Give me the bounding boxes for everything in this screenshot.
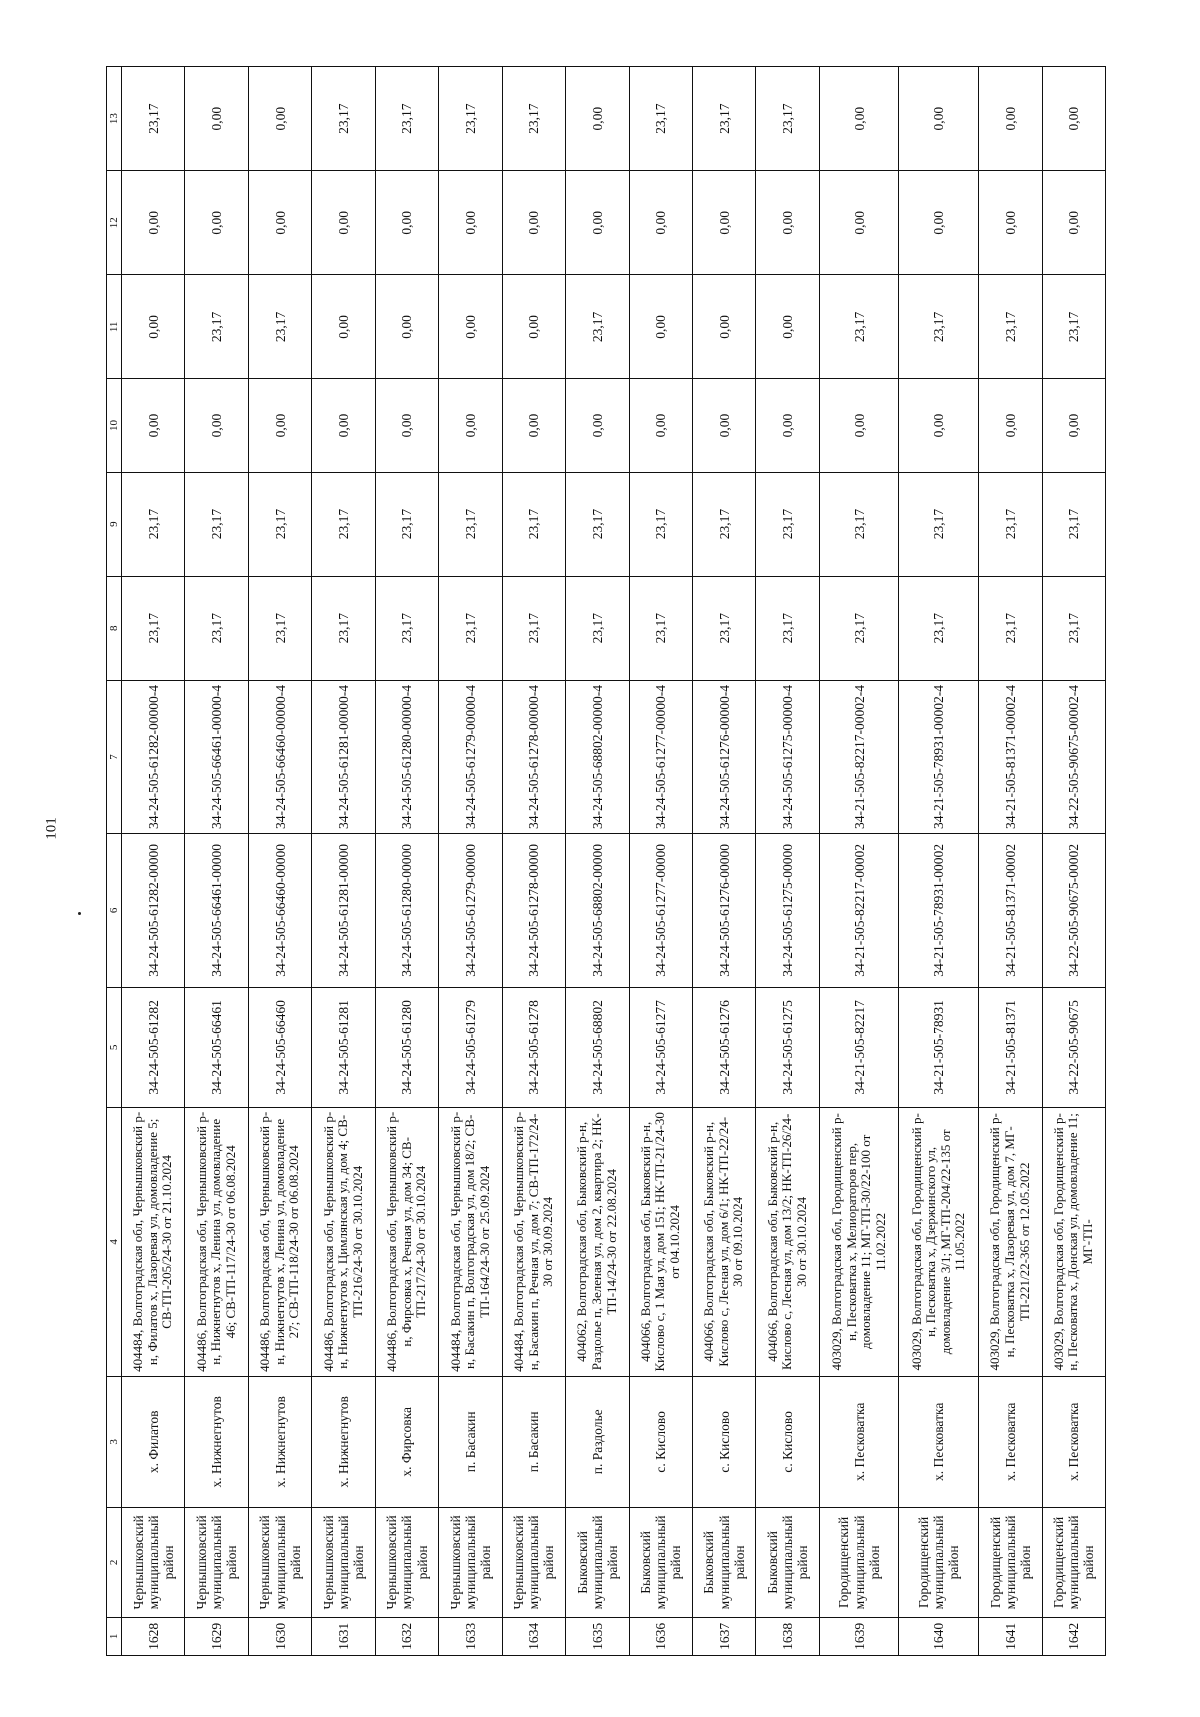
table-cell: 0,00	[502, 379, 565, 472]
table-cell: 34-22-505-90675	[1042, 987, 1105, 1108]
table-cell: 404066, Волгоградская обл, Быковский р-н, Кислово с, 1 Мая ул, дом 151; НК-ТП-21/24-30 от 04.10.2024	[629, 1108, 692, 1376]
table-cell: 1629	[185, 1617, 248, 1655]
column-header: 5	[107, 987, 122, 1108]
table-cell: 0,00	[629, 379, 692, 472]
table-cell: х. Песковатка	[899, 1376, 979, 1508]
column-header: 3	[107, 1376, 122, 1508]
table-cell: 23,17	[819, 576, 899, 680]
table-cell: 23,17	[502, 67, 565, 171]
table-cell: 23,17	[439, 576, 502, 680]
table-cell: 23,17	[439, 472, 502, 576]
table-row	[122, 67, 185, 1656]
table-cell: 0,00	[692, 171, 755, 275]
table-cell: 34-24-505-68802-00000-4	[566, 680, 629, 833]
table-cell: 23,17	[122, 472, 185, 576]
table-cell: 23,17	[566, 275, 629, 379]
table-cell: 404062, Волгоградская обл, Быковский р-н, Раздолье п, Зеленая ул, дом 2, квартира 2; НК-ТП-14/24-30 от 22.08.2024	[566, 1108, 629, 1376]
table-cell: 0,00	[375, 379, 438, 472]
table-cell: 0,00	[899, 379, 979, 472]
table-cell: 23,17	[312, 472, 375, 576]
table-row	[979, 67, 1042, 1656]
table-cell: 404486, Волгоградская обл, Чернышковский р-н, Нижнегнутов х, Ленина ул, домовладение 46; СВ-ТП-117/24-30 от 06.08.2024	[185, 1108, 248, 1376]
table-cell: 0,00	[439, 275, 502, 379]
table-cell: 23,17	[312, 67, 375, 171]
page-mark	[78, 912, 81, 915]
table-cell: х. Песковатка	[979, 1376, 1042, 1508]
table-cell: 404484, Волгоградская обл, Чернышковский р-н, Басакин п, Волгоградская ул, дом 18/2; СВ-ТП-164/24-30 от 25.09.2024	[439, 1108, 502, 1376]
table-cell: 34-24-505-66461-00000	[185, 834, 248, 987]
column-header: 6	[107, 834, 122, 987]
table-cell: 23,17	[248, 472, 311, 576]
table-cell: 0,00	[692, 379, 755, 472]
table-cell: 0,00	[122, 171, 185, 275]
table-cell: 0,00	[692, 275, 755, 379]
table-row	[819, 67, 899, 1656]
table-cell: Городищенский муниципальный район	[819, 1508, 899, 1618]
table-row	[629, 67, 692, 1656]
table-cell: 23,17	[692, 576, 755, 680]
table-cell: 23,17	[756, 472, 819, 576]
table-cell: 0,00	[819, 171, 899, 275]
table-cell: 34-21-505-78931-00002-4	[899, 680, 979, 833]
table-cell: 23,17	[375, 67, 438, 171]
table-cell: 23,17	[899, 576, 979, 680]
table-cell: 404066, Волгоградская обл, Быковский р-н, Кислово с, Лесная ул, дом 6/1; НК-ТП-22/24-30 от 09.10.2024	[692, 1108, 755, 1376]
table-cell: 23,17	[1042, 275, 1105, 379]
table-cell: Чернышковский муниципальный район	[185, 1508, 248, 1618]
table-cell: 34-24-505-61277-00000	[629, 834, 692, 987]
table-cell: 404486, Волгоградская обл, Чернышковский р-н, Фирсовка х, Речная ул, дом 34; СВ-ТП-217/24-30 от 30.10.2024	[375, 1108, 438, 1376]
table-cell: 0,00	[185, 171, 248, 275]
data-table	[106, 66, 1106, 1656]
table-cell: 404066, Волгоградская обл, Быковский р-н, Кислово с, Лесная ул, дом 13/2; НК-ТП-26/24-30 от 30.10.2024	[756, 1108, 819, 1376]
table-cell: 404484, Волгоградская обл, Чернышковский р-н, Басакин п, Речная ул, дом 7; СВ-ТП-172/24-30 от 30.09.2024	[502, 1108, 565, 1376]
table-cell: 1636	[629, 1617, 692, 1655]
table-cell: 0,00	[312, 171, 375, 275]
table-cell: 404486, Волгоградская обл, Чернышковский р-н, Нижнегнутов х, Ленина ул, домовладение 27; СВ-ТП-118/24-30 от 06.08.2024	[248, 1108, 311, 1376]
table-cell: 34-24-505-61279-00000-4	[439, 680, 502, 833]
table-cell: 34-24-505-66460-00000-4	[248, 680, 311, 833]
table-cell: 23,17	[248, 576, 311, 680]
table-cell: 1632	[375, 1617, 438, 1655]
table-cell: 1638	[756, 1617, 819, 1655]
table-cell: п. Басакин	[439, 1376, 502, 1508]
table-cell: Чернышковский муниципальный район	[122, 1508, 185, 1618]
column-header: 4	[107, 1108, 122, 1376]
column-header: 13	[107, 67, 122, 171]
table-cell: х. Песковатка	[1042, 1376, 1105, 1508]
table-cell: 23,17	[629, 472, 692, 576]
table-cell: 23,17	[629, 67, 692, 171]
table-row	[756, 67, 819, 1656]
table-cell: Городищенский муниципальный район	[1042, 1508, 1105, 1618]
table-cell: 23,17	[756, 67, 819, 171]
table-cell: 34-24-505-61276	[692, 987, 755, 1108]
table-row	[566, 67, 629, 1656]
page-number: 101	[43, 817, 60, 840]
table-cell: с. Кислово	[692, 1376, 755, 1508]
table-cell: 0,00	[185, 379, 248, 472]
table-cell: 23,17	[439, 67, 502, 171]
table-row	[375, 67, 438, 1656]
table-cell: 23,17	[819, 275, 899, 379]
table-cell: 34-24-505-61281-00000-4	[312, 680, 375, 833]
table-cell: Быковский муниципальный район	[629, 1508, 692, 1618]
table-row	[312, 67, 375, 1656]
table-cell: 34-21-505-81371	[979, 987, 1042, 1108]
table-cell: 0,00	[756, 171, 819, 275]
table-cell: 34-24-505-66461	[185, 987, 248, 1108]
table-cell: 404484, Волгоградская обл, Чернышковский р-н, Филатов х, Лазоревая ул, домовладение 5; СВ-ТП-205/24-30 от 21.10.2024	[122, 1108, 185, 1376]
table-cell: х. Филатов	[122, 1376, 185, 1508]
table-cell: 0,00	[1042, 67, 1105, 171]
table-cell: 1634	[502, 1617, 565, 1655]
table-cell: Чернышковский муниципальный район	[502, 1508, 565, 1618]
table-cell: 0,00	[566, 379, 629, 472]
table-cell: 403029, Волгоградская обл, Городищенский р-н, Песковатка х, Мелиораторов пер, домовладение 11; МГ-ТП-30/22-100 от 11.02.2022	[819, 1108, 899, 1376]
table-cell: Городищенский муниципальный район	[899, 1508, 979, 1618]
table-cell: 0,00	[375, 171, 438, 275]
table-cell: 1633	[439, 1617, 502, 1655]
table-cell: 23,17	[899, 275, 979, 379]
table-cell: 1631	[312, 1617, 375, 1655]
table-cell: 34-24-505-61282-00000-4	[122, 680, 185, 833]
table-cell: 34-21-505-82217	[819, 987, 899, 1108]
table-cell: 23,17	[692, 67, 755, 171]
column-header: 11	[107, 275, 122, 379]
table-cell: 23,17	[629, 576, 692, 680]
table-cell: 34-24-505-61276-00000-4	[692, 680, 755, 833]
table-cell: 23,17	[756, 576, 819, 680]
table-cell: 0,00	[375, 275, 438, 379]
table-cell: 34-22-505-90675-00002-4	[1042, 680, 1105, 833]
table-cell: 1635	[566, 1617, 629, 1655]
table-cell: Чернышковский муниципальный район	[375, 1508, 438, 1618]
table-row	[1042, 67, 1105, 1656]
table-cell: 0,00	[248, 379, 311, 472]
table-cell: 34-24-505-61275	[756, 987, 819, 1108]
table-cell: Чернышковский муниципальный район	[439, 1508, 502, 1618]
table-cell: 23,17	[122, 576, 185, 680]
table-cell: 1628	[122, 1617, 185, 1655]
table-cell: 34-24-505-61277-00000-4	[629, 680, 692, 833]
table-cell: 23,17	[375, 472, 438, 576]
column-header: 12	[107, 171, 122, 275]
table-cell: 0,00	[979, 67, 1042, 171]
table-cell: 0,00	[502, 171, 565, 275]
table-cell: 1641	[979, 1617, 1042, 1655]
table-cell: 34-24-505-61282	[122, 987, 185, 1108]
table-cell: 23,17	[979, 472, 1042, 576]
table-cell: 34-24-505-66460-00000	[248, 834, 311, 987]
table-cell: с. Кислово	[756, 1376, 819, 1508]
table-cell: 0,00	[439, 171, 502, 275]
table-cell: х. Нижнегнутов	[185, 1376, 248, 1508]
table-cell: 23,17	[122, 67, 185, 171]
table-cell: х. Нижнегнутов	[248, 1376, 311, 1508]
table-cell: 0,00	[248, 171, 311, 275]
table-cell: 34-24-505-66460	[248, 987, 311, 1108]
table-cell: Городищенский муниципальный район	[979, 1508, 1042, 1618]
table-cell: 0,00	[312, 275, 375, 379]
table-cell: 23,17	[185, 576, 248, 680]
table-cell: 34-22-505-90675-00002	[1042, 834, 1105, 987]
table-cell: Чернышковский муниципальный район	[312, 1508, 375, 1618]
table-cell: 0,00	[899, 171, 979, 275]
table-cell: х. Фирсовка	[375, 1376, 438, 1508]
table-cell: 23,17	[185, 275, 248, 379]
column-header: 7	[107, 680, 122, 833]
table-cell: Быковский муниципальный район	[756, 1508, 819, 1618]
table-cell: 34-24-505-61278-00000-4	[502, 680, 565, 833]
table-cell: 34-24-505-61277	[629, 987, 692, 1108]
table-cell: 0,00	[756, 379, 819, 472]
table-cell: 34-24-505-61279-00000	[439, 834, 502, 987]
table-cell: п. Раздолье	[566, 1376, 629, 1508]
table-cell: 34-24-505-61275-00000	[756, 834, 819, 987]
table-cell: х. Нижнегнутов	[312, 1376, 375, 1508]
table-cell: Быковский муниципальный район	[692, 1508, 755, 1618]
table-cell: 23,17	[979, 275, 1042, 379]
column-header: 2	[107, 1508, 122, 1618]
table-cell: 0,00	[1042, 171, 1105, 275]
table-cell: 0,00	[1042, 379, 1105, 472]
rotated-table-container	[106, 66, 1106, 1656]
table-cell: 23,17	[1042, 576, 1105, 680]
table-cell: 23,17	[502, 576, 565, 680]
column-header: 1	[107, 1617, 122, 1655]
table-row	[185, 67, 248, 1656]
column-header: 8	[107, 576, 122, 680]
table-cell: 34-21-505-81371-00002	[979, 834, 1042, 987]
table-cell: 34-21-505-82217-00002-4	[819, 680, 899, 833]
table-cell: 34-24-505-61281-00000	[312, 834, 375, 987]
table-cell: 0,00	[756, 275, 819, 379]
table-cell: 34-24-505-61278-00000	[502, 834, 565, 987]
table-cell: 0,00	[979, 171, 1042, 275]
table-cell: 0,00	[979, 379, 1042, 472]
table-cell: 23,17	[312, 576, 375, 680]
table-cell: 0,00	[185, 67, 248, 171]
table-cell: 1642	[1042, 1617, 1105, 1655]
table-cell: 0,00	[248, 67, 311, 171]
table-cell: 34-24-505-61280-00000-4	[375, 680, 438, 833]
table-cell: 0,00	[122, 275, 185, 379]
table-cell: 34-24-505-61280	[375, 987, 438, 1108]
table-cell: 34-24-505-61280-00000	[375, 834, 438, 987]
table-cell: 0,00	[629, 275, 692, 379]
table-cell: 403029, Волгоградская обл, Городищенский р-н, Песковатка х, Лазоревая ул, дом 7, МГ-ТП-221/22-365 от 12.05.2022	[979, 1108, 1042, 1376]
table-row	[248, 67, 311, 1656]
table-cell: 34-24-505-68802	[566, 987, 629, 1108]
table-cell: 403029, Волгоградская обл, Городищенский р-н, Песковатка х, Донская ул, домовладение 11; МГ-ТП-	[1042, 1108, 1105, 1376]
table-cell: 1637	[692, 1617, 755, 1655]
table-row	[692, 67, 755, 1656]
table-cell: 34-21-505-78931-00002	[899, 834, 979, 987]
column-header: 10	[107, 379, 122, 472]
table-cell: 34-24-505-68802-00000	[566, 834, 629, 987]
table-cell: 34-21-505-82217-00002	[819, 834, 899, 987]
table-cell: 0,00	[122, 379, 185, 472]
table-cell: 0,00	[312, 379, 375, 472]
table-cell: 23,17	[979, 576, 1042, 680]
table-cell: 23,17	[899, 472, 979, 576]
table-cell: 1630	[248, 1617, 311, 1655]
table-cell: с. Кислово	[629, 1376, 692, 1508]
table-cell: 0,00	[566, 171, 629, 275]
table-row	[439, 67, 502, 1656]
table-cell: 23,17	[819, 472, 899, 576]
table-cell: 0,00	[899, 67, 979, 171]
table-cell: 0,00	[502, 275, 565, 379]
table-cell: 34-24-505-61281	[312, 987, 375, 1108]
table-cell: 34-24-505-61282-00000	[122, 834, 185, 987]
table-cell: 403029, Волгоградская обл, Городищенский р-н, Песковатка х, Дзержинского ул, домовладение 3/1; МГ-ТП-204/22-135 от 11.05.2022	[899, 1108, 979, 1376]
table-cell: 0,00	[439, 379, 502, 472]
table-cell: х. Песковатка	[819, 1376, 899, 1508]
table-cell: 0,00	[819, 379, 899, 472]
table-cell: 34-24-505-61278	[502, 987, 565, 1108]
table-cell: 0,00	[629, 171, 692, 275]
table-row	[502, 67, 565, 1656]
table-cell: 0,00	[819, 67, 899, 171]
table-cell: 1640	[899, 1617, 979, 1655]
table-cell: 34-24-505-61279	[439, 987, 502, 1108]
table-cell: 34-21-505-78931	[899, 987, 979, 1108]
column-header: 9	[107, 472, 122, 576]
table-cell: 34-21-505-81371-00002-4	[979, 680, 1042, 833]
table-cell: 0,00	[566, 67, 629, 171]
table-row	[899, 67, 979, 1656]
table-cell: 23,17	[566, 576, 629, 680]
table-cell: 23,17	[248, 275, 311, 379]
table-cell: 1639	[819, 1617, 899, 1655]
table-cell: 23,17	[1042, 472, 1105, 576]
table-body	[122, 67, 1106, 1656]
table-cell: 404486, Волгоградская обл, Чернышковский р-н, Нижнегнутов х, Цимлянская ул, дом 4; СВ-ТП-216/24-30 от 30.10.2024	[312, 1108, 375, 1376]
table-cell: 34-24-505-61275-00000-4	[756, 680, 819, 833]
table-cell: Быковский муниципальный район	[566, 1508, 629, 1618]
table-cell: 23,17	[185, 472, 248, 576]
table-cell: 23,17	[502, 472, 565, 576]
table-cell: 34-24-505-61276-00000	[692, 834, 755, 987]
table-cell: 23,17	[566, 472, 629, 576]
column-number-header	[107, 67, 122, 1656]
table-cell: 23,17	[692, 472, 755, 576]
table-cell: 23,17	[375, 576, 438, 680]
table-cell: 34-24-505-66461-00000-4	[185, 680, 248, 833]
table-cell: п. Басакин	[502, 1376, 565, 1508]
table-cell: Чернышковский муниципальный район	[248, 1508, 311, 1618]
